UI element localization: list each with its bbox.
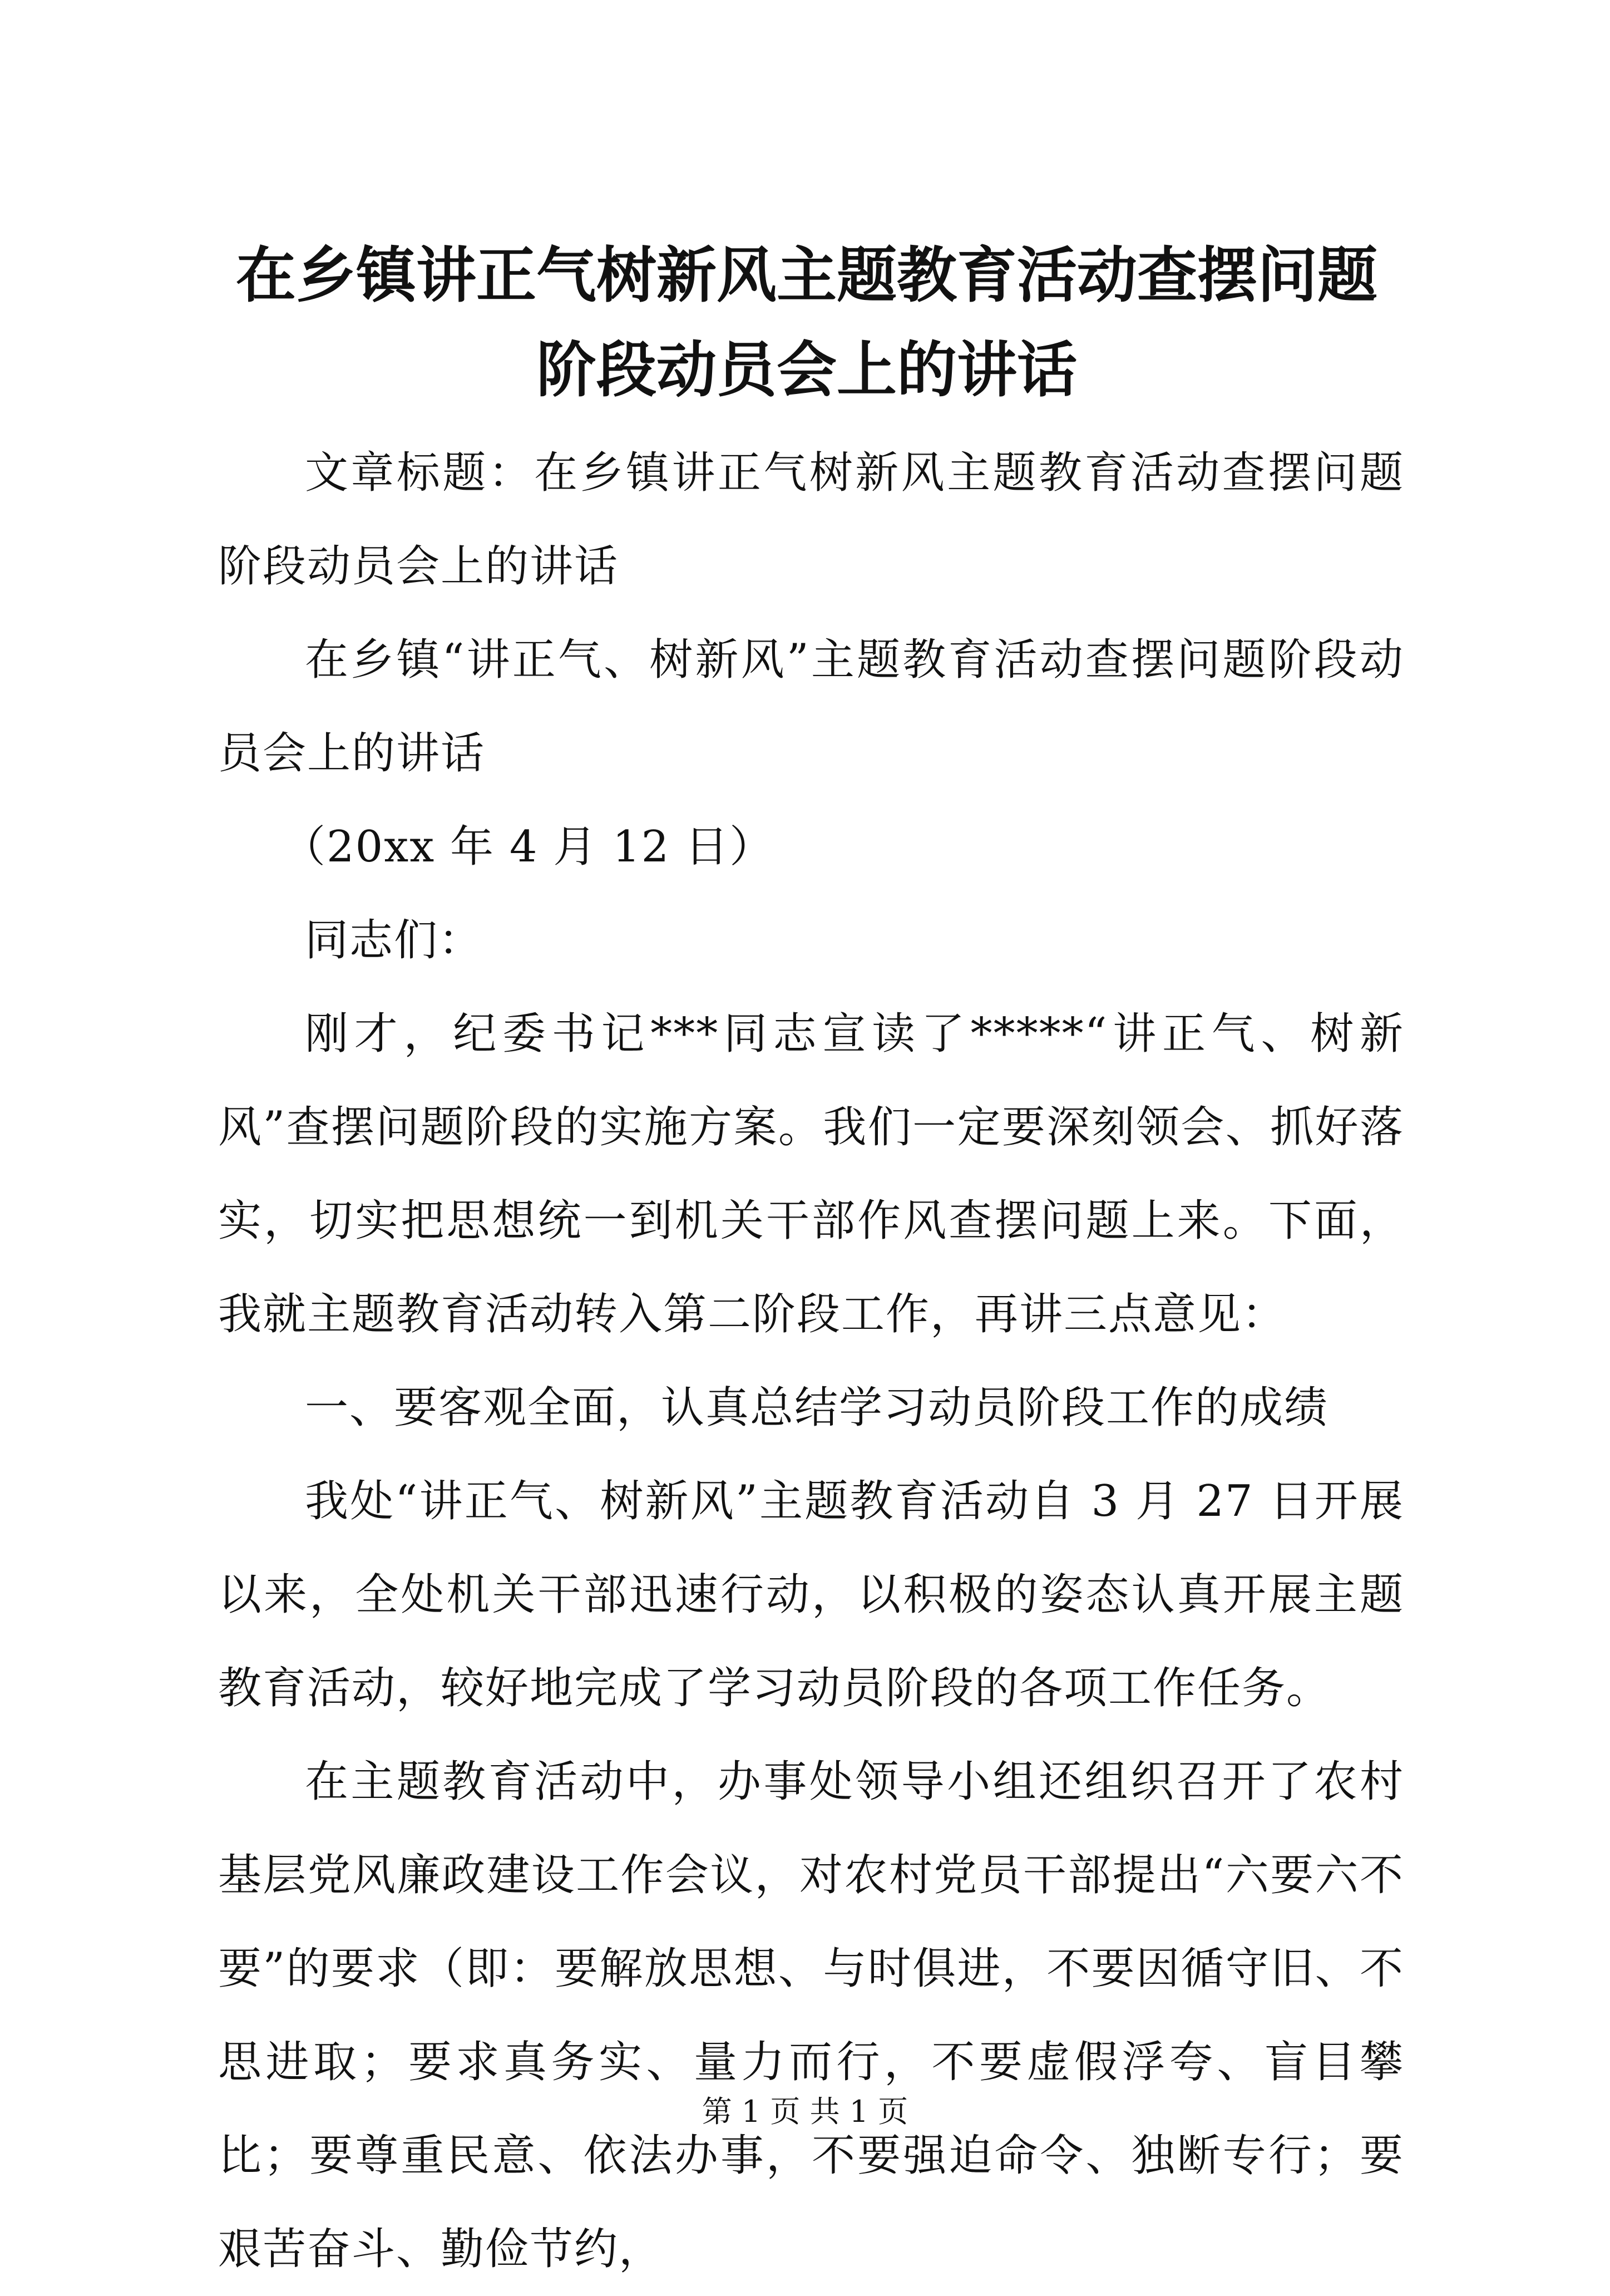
speech-title-line: 在乡镇“讲正气、树新风”主题教育活动查摆问题阶段动员会上的讲话 xyxy=(218,635,1404,779)
body-paragraph: 刚才，纪委书记***同志宣读了*****“讲正气、树新风”查摆问题阶段的实施方案。我们一定要深刻领会、抓好落实，切实把思想统一到机关干部作风查摆问题上来。下面，我就主题教育活动转入第二阶段工作，再讲三点意见： xyxy=(218,1009,1404,1339)
document-body xyxy=(218,426,1404,2296)
page-number-footer: 第 1 页 共 1 页 xyxy=(702,2094,908,2129)
body-paragraph: 在主题教育活动中，办事处领导小组还组织召开了农村基层党风廉政建设工作会议，对农村党员干部提出“六要六不要”的要求（即：要解放思想、与时俱进，不要因循守旧、不思进取；要求真务实、量力而行，不要虚假浮夸、盲目攀比；要尊重民意、依法办事，不要强迫命令、独断专行；要艰苦奋斗、勤俭节约， xyxy=(218,1757,1404,2274)
body-paragraph: 我处“讲正气、树新风”主题教育活动自 3 月 27 日开展以来，全处机关干部迅速行动，以积极的姿态认真开展主题教育活动，较好地完成了学习动员阶段的各项工作任务。 xyxy=(218,1476,1404,1713)
article-title-line: 文章标题：在乡镇讲正气树新风主题教育活动查摆问题阶段动员会上的讲话 xyxy=(218,448,1404,592)
speech-date: （20xx 年 4 月 12 日） xyxy=(282,822,774,872)
salutation: 同志们： xyxy=(305,915,483,965)
section-heading: 一、要客观全面，认真总结学习动员阶段工作的成绩 xyxy=(305,1383,1329,1433)
document-title: 在乡镇讲正气树新风主题教育活动查摆问题阶段动员会上的讲话 xyxy=(235,240,1377,405)
